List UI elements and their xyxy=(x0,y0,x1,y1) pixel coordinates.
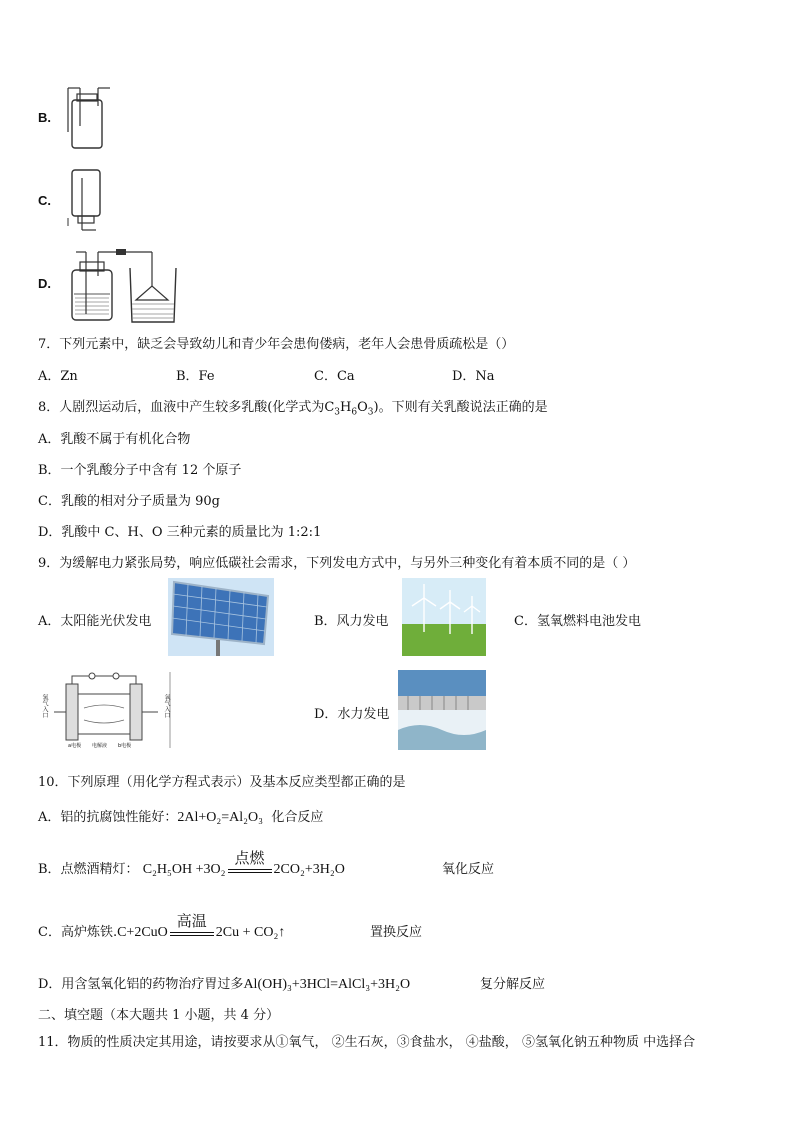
q10-option-b: B．点燃酒精灯： C₂H₅OH +3O₂ 点燃 2CO₂+3H₂O xyxy=(38,849,345,877)
fuel-cell-right-label: 氧气入口 xyxy=(163,694,170,718)
q7-option-a: A．Zn xyxy=(38,369,78,384)
q10-b-equation-left: C₂H₅OH +3O₂ xyxy=(142,862,226,877)
q10-b-condition: 点燃 xyxy=(228,863,272,873)
fuel-cell-bottom-label-3: b电极 xyxy=(118,743,132,749)
fuel-cell-bottom-label-1: a电极 xyxy=(68,743,82,749)
q8-option-d: D．乳酸中 C、H、O 三种元素的质量比为 1:2:1 xyxy=(38,525,322,540)
fuel-cell-diagram xyxy=(40,672,172,750)
q6-option-c-label: C. xyxy=(38,193,51,208)
q6-option-b-label: B. xyxy=(38,110,51,125)
q10-d-equation: Al(OH)₃+3HCl=AlCl₃+3H₂O xyxy=(243,977,411,992)
q10-c-type: 置换反应 xyxy=(370,925,423,940)
q10-a-type: 化合反应 xyxy=(271,810,324,825)
solar-panel-image xyxy=(168,578,274,656)
gas-washing-apparatus-d-diagram xyxy=(66,246,186,326)
q9-stem: 9．为缓解电力紧张局势，响应低碳社会需求，下列发电方式中，与另外三种变化有着本质不同的是（ ） xyxy=(38,556,636,571)
q7-option-d: D．Na xyxy=(452,369,495,384)
hydropower-dam-image xyxy=(398,670,486,750)
q10-option-c: C．高炉炼铁.C+2CuO 高温 2Cu + CO₂↑ xyxy=(38,912,286,940)
q10-b-type: 氧化反应 xyxy=(442,862,495,877)
q8-option-b: B．一个乳酸分子中含有 12 个原子 xyxy=(38,463,242,478)
q10-option-d: D．用含氢氧化铝的药物治疗胃过多Al(OH)₃+3HCl=AlCl₃+3H₂O xyxy=(38,977,411,992)
wind-turbines-image xyxy=(402,578,486,656)
q10-c-equation-right: 2Cu + CO₂↑ xyxy=(215,925,286,940)
q10-c-condition: 高温 xyxy=(170,926,214,936)
q7-option-b: B．Fe xyxy=(176,369,215,384)
q7-stem: 7．下列元素中，缺乏会导致幼儿和青少年会患佝偻病，老年人会患骨质疏松是（） xyxy=(38,337,515,352)
q10-c-equation-left: C+2CuO xyxy=(117,925,168,940)
q9-option-d: D．水力发电 xyxy=(314,707,390,722)
q8-stem: 8．人剧烈运动后，血液中产生较多乳酸(化学式为$C_3H_6O_3$)。下则有关乳酸说法正确的是 xyxy=(38,400,548,418)
q10-option-a: A．铝的抗腐蚀性能好：2Al+O₂=Al₂O₃ 化合反应 xyxy=(38,810,324,825)
q9-option-c: C．氢氧燃料电池发电 xyxy=(514,614,641,629)
q11-stem: 11．物质的性质决定其用途，请按要求从①氧气， ②生石灰，③食盐水， ④盐酸， ⑤氢氧化钠五种物质 中选择合 xyxy=(38,1035,696,1050)
q8-option-c: C．乳酸的相对分子质量为 90g xyxy=(38,494,220,509)
q9-option-a: A．太阳能光伏发电 xyxy=(38,614,152,629)
q10-d-type: 复分解反应 xyxy=(480,977,546,992)
fuel-cell-bottom-label-2: 电解液 xyxy=(92,743,108,749)
q10-stem: 10．下列原理（用化学方程式表示）及基本反应类型都正确的是 xyxy=(38,775,406,790)
q10-b-equation-right: 2CO₂+3H₂O xyxy=(273,862,345,877)
q10-a-equation: 2Al+O₂=Al₂O₃ xyxy=(177,810,264,825)
gas-bottle-b-diagram xyxy=(64,86,114,152)
q6-option-d-label: D. xyxy=(38,276,51,291)
q7-option-c: C．Ca xyxy=(314,369,355,384)
fuel-cell-left-label: 氢气入口 xyxy=(41,694,48,718)
gas-bottle-c-diagram xyxy=(66,166,106,234)
q9-option-b: B．风力发电 xyxy=(314,614,389,629)
q8-option-a: A．乳酸不属于有机化合物 xyxy=(38,432,191,447)
section-2-title: 二、填空题（本大题共 1 小题，共 4 分） xyxy=(38,1008,280,1023)
